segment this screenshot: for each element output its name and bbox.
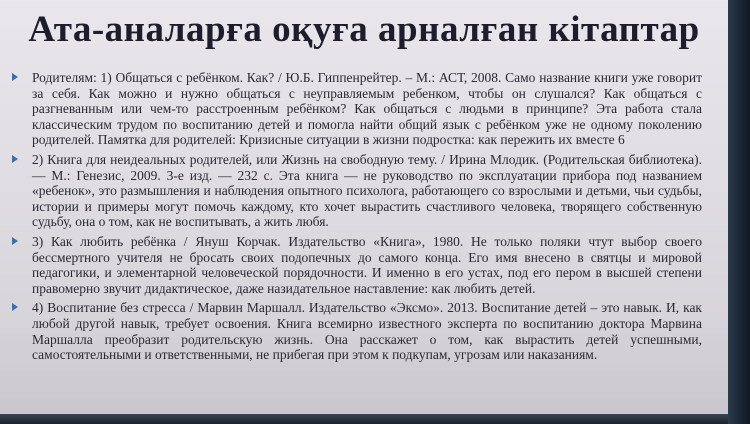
- slide-title: Ата-аналарға оқуға арналған кітаптар: [28, 9, 700, 50]
- monitor-bezel-bottom: [0, 414, 728, 424]
- bullet-text: 2) Книга для неидеальных родителей, или Жизнь на свободную тему. / Ирина Млодик. (Родительская библиотека). — М.: Генезис, 2009. 3-е изд. — 232 с. Эта книга — не руководство по эксплуатации прибора под названием «ребенок», это размышления и наблюдения опытного психолога, работающего со взрослыми и детьми, чьи судьбы, истории и примеры могут помочь каждому, кто хочет вырастить счастливого человека, творящего собственную судьбу, она о том, как не воспитывать, а жить любя.: [32, 151, 702, 230]
- bullet-text: Родителям: 1) Общаться с ребёнком. Как? / Ю.Б. Гиппенрейтер. – М.: АСТ, 2008. Само название книги уже говорит за себя. Как можно и нужно общаться с неуправляемым ребенком, чтобы он слушался? Как общаться с разгневанным или чем-то расстроенным ребёнком? Как общаться с людьми в принципе? Эта работа стала классическим трудом по воспитанию детей и помогла найти общий язык с ребёнком уже не одному поколению родителей. Памятка для родителей: Кризисные ситуации в жизни подростка: как пережить их вместе 6: [32, 70, 702, 148]
- bullet-arrow-icon: [12, 73, 18, 81]
- bullet-arrow-icon: [12, 303, 18, 311]
- bullet-item-1: [12, 70, 702, 148]
- bullet-text: 4) Воспитание без стресса / Марвин Маршалл. Издательство «Эксмо». 2013. Воспитание детей – это навык. И, как любой другой навык, требует освоения. Книга всемирно известного эксперта по воспитанию доктора Марвина Маршалла преобразит родительскую жизнь. Она расскажет о том, как вырастить детей успешными, самостоятельными и ответственными, не прибегая при этом к подкупам, угрозам или наказаниям.: [32, 300, 702, 363]
- monitor-bezel-right: [728, 0, 750, 424]
- bullet-text: 3) Как любить ребёнка / Януш Корчак. Издательство «Книга», 1980. Не только поляки чтут выбор своего бессмертного учителя не бросать своих подопечных до самого конца. Его имя внесено в святцы и мировой педагогики, и элементарной человеческой порядочности. И именно в его устах, под его пером в высшей степени правомерно звучит дидактическое, даже назидательное наставление: как любить детей.: [32, 233, 702, 296]
- bullet-item-4: [12, 300, 702, 362]
- bullet-arrow-icon: [12, 155, 18, 163]
- bullet-item-2: [12, 152, 702, 230]
- bullet-arrow-icon: [12, 237, 18, 245]
- bullet-item-3: [12, 234, 702, 296]
- bullet-list: [12, 70, 702, 367]
